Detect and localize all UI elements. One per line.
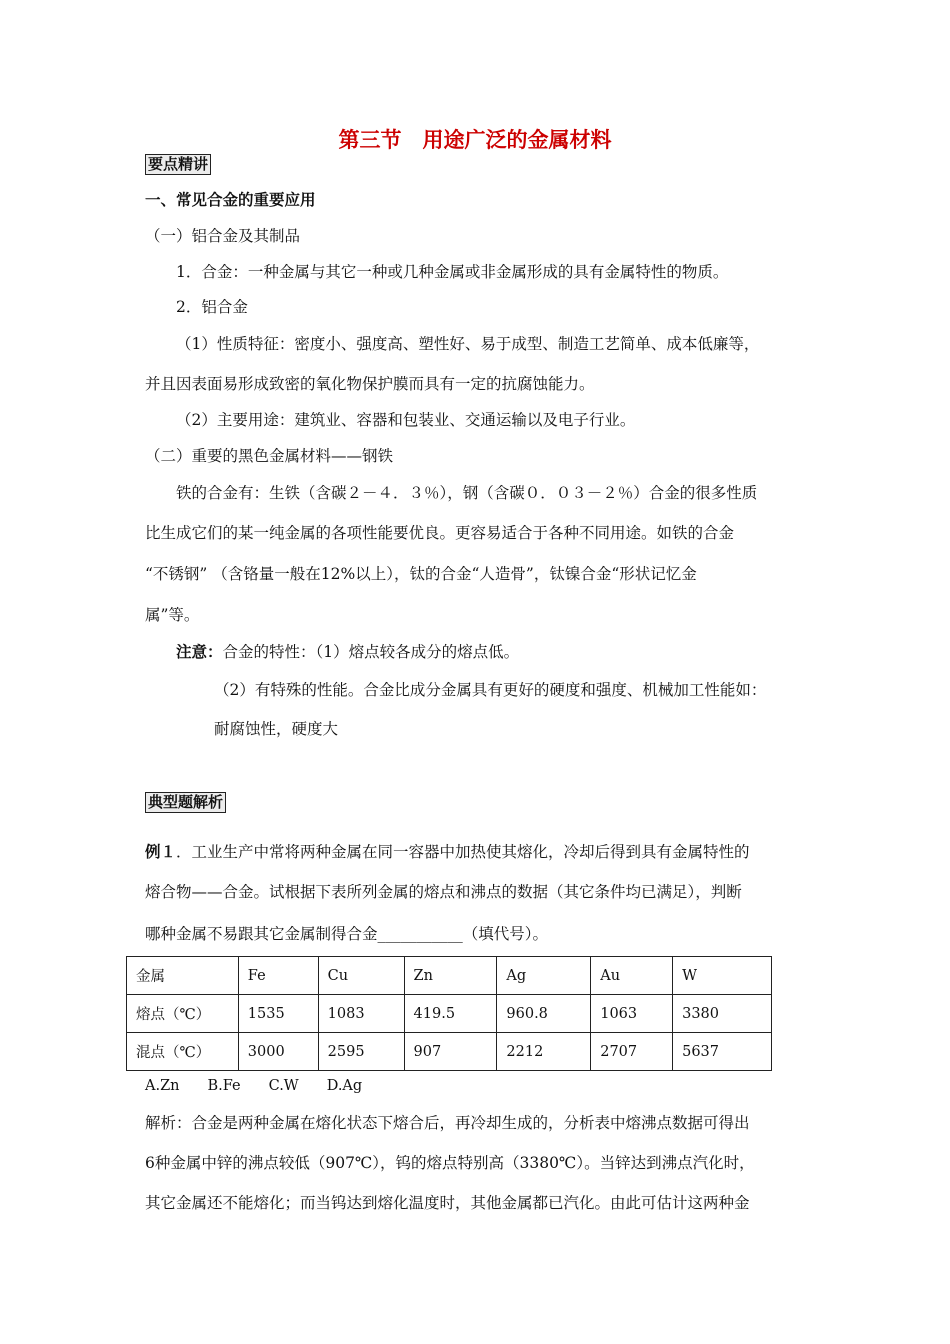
option-d: D.Ag bbox=[326, 1078, 363, 1094]
section-label-typical-problems: 典型题解析 bbox=[145, 792, 226, 813]
item-aluminum-alloy: 2．铝合金 bbox=[176, 298, 248, 316]
paragraph-uses: （2）主要用途：建筑业、容器和包装业、交通运输以及电子行业。 bbox=[176, 411, 636, 429]
table-row bbox=[127, 1033, 772, 1071]
answer-options bbox=[145, 1076, 362, 1096]
table-cell: 金属 bbox=[127, 957, 239, 995]
option-b: B.Fe bbox=[207, 1078, 241, 1094]
table-cell: 混点（℃） bbox=[127, 1033, 239, 1071]
table-cell: 907 bbox=[404, 1033, 497, 1071]
analysis-line2: 6种金属中锌的沸点较低（907℃），钨的熔点特别高（3380℃）。当锌达到沸点汽化时， bbox=[145, 1154, 755, 1172]
example-line2: 熔合物——合金。试根据下表所列金属的熔点和沸点的数据（其它条件均已满足），判断 bbox=[145, 883, 742, 901]
table-cell: Cu bbox=[318, 957, 404, 995]
table-cell: 2595 bbox=[318, 1033, 404, 1071]
paragraph-iron-alloy-line4: 属”等。 bbox=[145, 606, 200, 624]
page-title: 第三节 用途广泛的金属材料 bbox=[338, 128, 612, 152]
paragraph-properties-line1: （1）性质特征：密度小、强度高、塑性好、易于成型、制造工艺简单、成本低廉等， bbox=[176, 335, 760, 353]
table-cell: 5637 bbox=[673, 1033, 772, 1071]
note-line3: 耐腐蚀性，硬度大 bbox=[214, 720, 339, 738]
table-cell: 419.5 bbox=[404, 995, 497, 1033]
note-text: 合金的特性：（1）熔点较各成分的熔点低。 bbox=[222, 643, 520, 661]
table-cell: 1063 bbox=[591, 995, 673, 1033]
paragraph-iron-alloy-line1: 铁的合金有：生铁（含碳２－４．３％），钢（含碳０．０３－２％）合金的很多性质 bbox=[176, 484, 758, 502]
analysis-line3: 其它金属还不能熔化；而当钨达到熔化温度时，其他金属都已汽化。由此可估计这两种金 bbox=[145, 1194, 750, 1212]
heading-common-alloys: 一、常见合金的重要应用 bbox=[145, 191, 316, 209]
table-cell: 2212 bbox=[497, 1033, 591, 1071]
paragraph-properties-line2: 并且因表面易形成致密的氧化物保护膜而具有一定的抗腐蚀能力。 bbox=[145, 375, 595, 393]
option-c: C.W bbox=[268, 1078, 299, 1094]
paragraph-iron-alloy-line3: “不锈钢” （含铬量一般在12%以上），钛的合金“人造骨”，钛镍合金“形状记忆金 bbox=[145, 565, 697, 583]
table-cell: 2707 bbox=[591, 1033, 673, 1071]
example-line3: 哪种金属不易跟其它金属制得合金___________（填代号）。 bbox=[145, 925, 549, 943]
table-cell: Ag bbox=[497, 957, 591, 995]
table-cell: W bbox=[673, 957, 772, 995]
table-cell: Au bbox=[591, 957, 673, 995]
metal-data-table bbox=[126, 956, 772, 1071]
table-cell: 3000 bbox=[238, 1033, 318, 1071]
paragraph-iron-alloy-line2: 比生成它们的某一纯金属的各项性能要优良。更容易适合于各种不同用途。如铁的合金 bbox=[145, 524, 735, 542]
item-alloy-definition: 1．合金：一种金属与其它一种或几种金属或非金属形成的具有金属特性的物质。 bbox=[176, 263, 729, 281]
section-label-key-points: 要点精讲 bbox=[145, 154, 211, 175]
table-cell: 1083 bbox=[318, 995, 404, 1033]
table-row bbox=[127, 995, 772, 1033]
table-cell: Fe bbox=[238, 957, 318, 995]
example-line1 bbox=[145, 842, 750, 862]
example-label: 例１ bbox=[145, 843, 177, 861]
example-text: ．工业生产中常将两种金属在同一容器中加热使其熔化，冷却后得到具有金属特性的 bbox=[176, 843, 750, 861]
note-line1 bbox=[176, 642, 519, 662]
table-row bbox=[127, 957, 772, 995]
subheading-aluminum-alloy: （一）铝合金及其制品 bbox=[145, 227, 301, 245]
table-cell: Zn bbox=[404, 957, 497, 995]
table-cell: 960.8 bbox=[497, 995, 591, 1033]
table-cell: 熔点（℃） bbox=[127, 995, 239, 1033]
option-a: A.Zn bbox=[145, 1078, 180, 1094]
analysis-line1: 解析：合金是两种金属在熔化状态下熔合后，再冷却生成的，分析表中熔沸点数据可得出 bbox=[145, 1114, 750, 1132]
note-label: 注意： bbox=[176, 643, 223, 661]
table-cell: 1535 bbox=[238, 995, 318, 1033]
table-cell: 3380 bbox=[673, 995, 772, 1033]
note-line2: （2）有特殊的性能。合金比成分金属具有更好的硬度和强度、机械加工性能如： bbox=[214, 681, 767, 699]
subheading-steel-iron: （二）重要的黑色金属材料——钢铁 bbox=[145, 447, 394, 465]
